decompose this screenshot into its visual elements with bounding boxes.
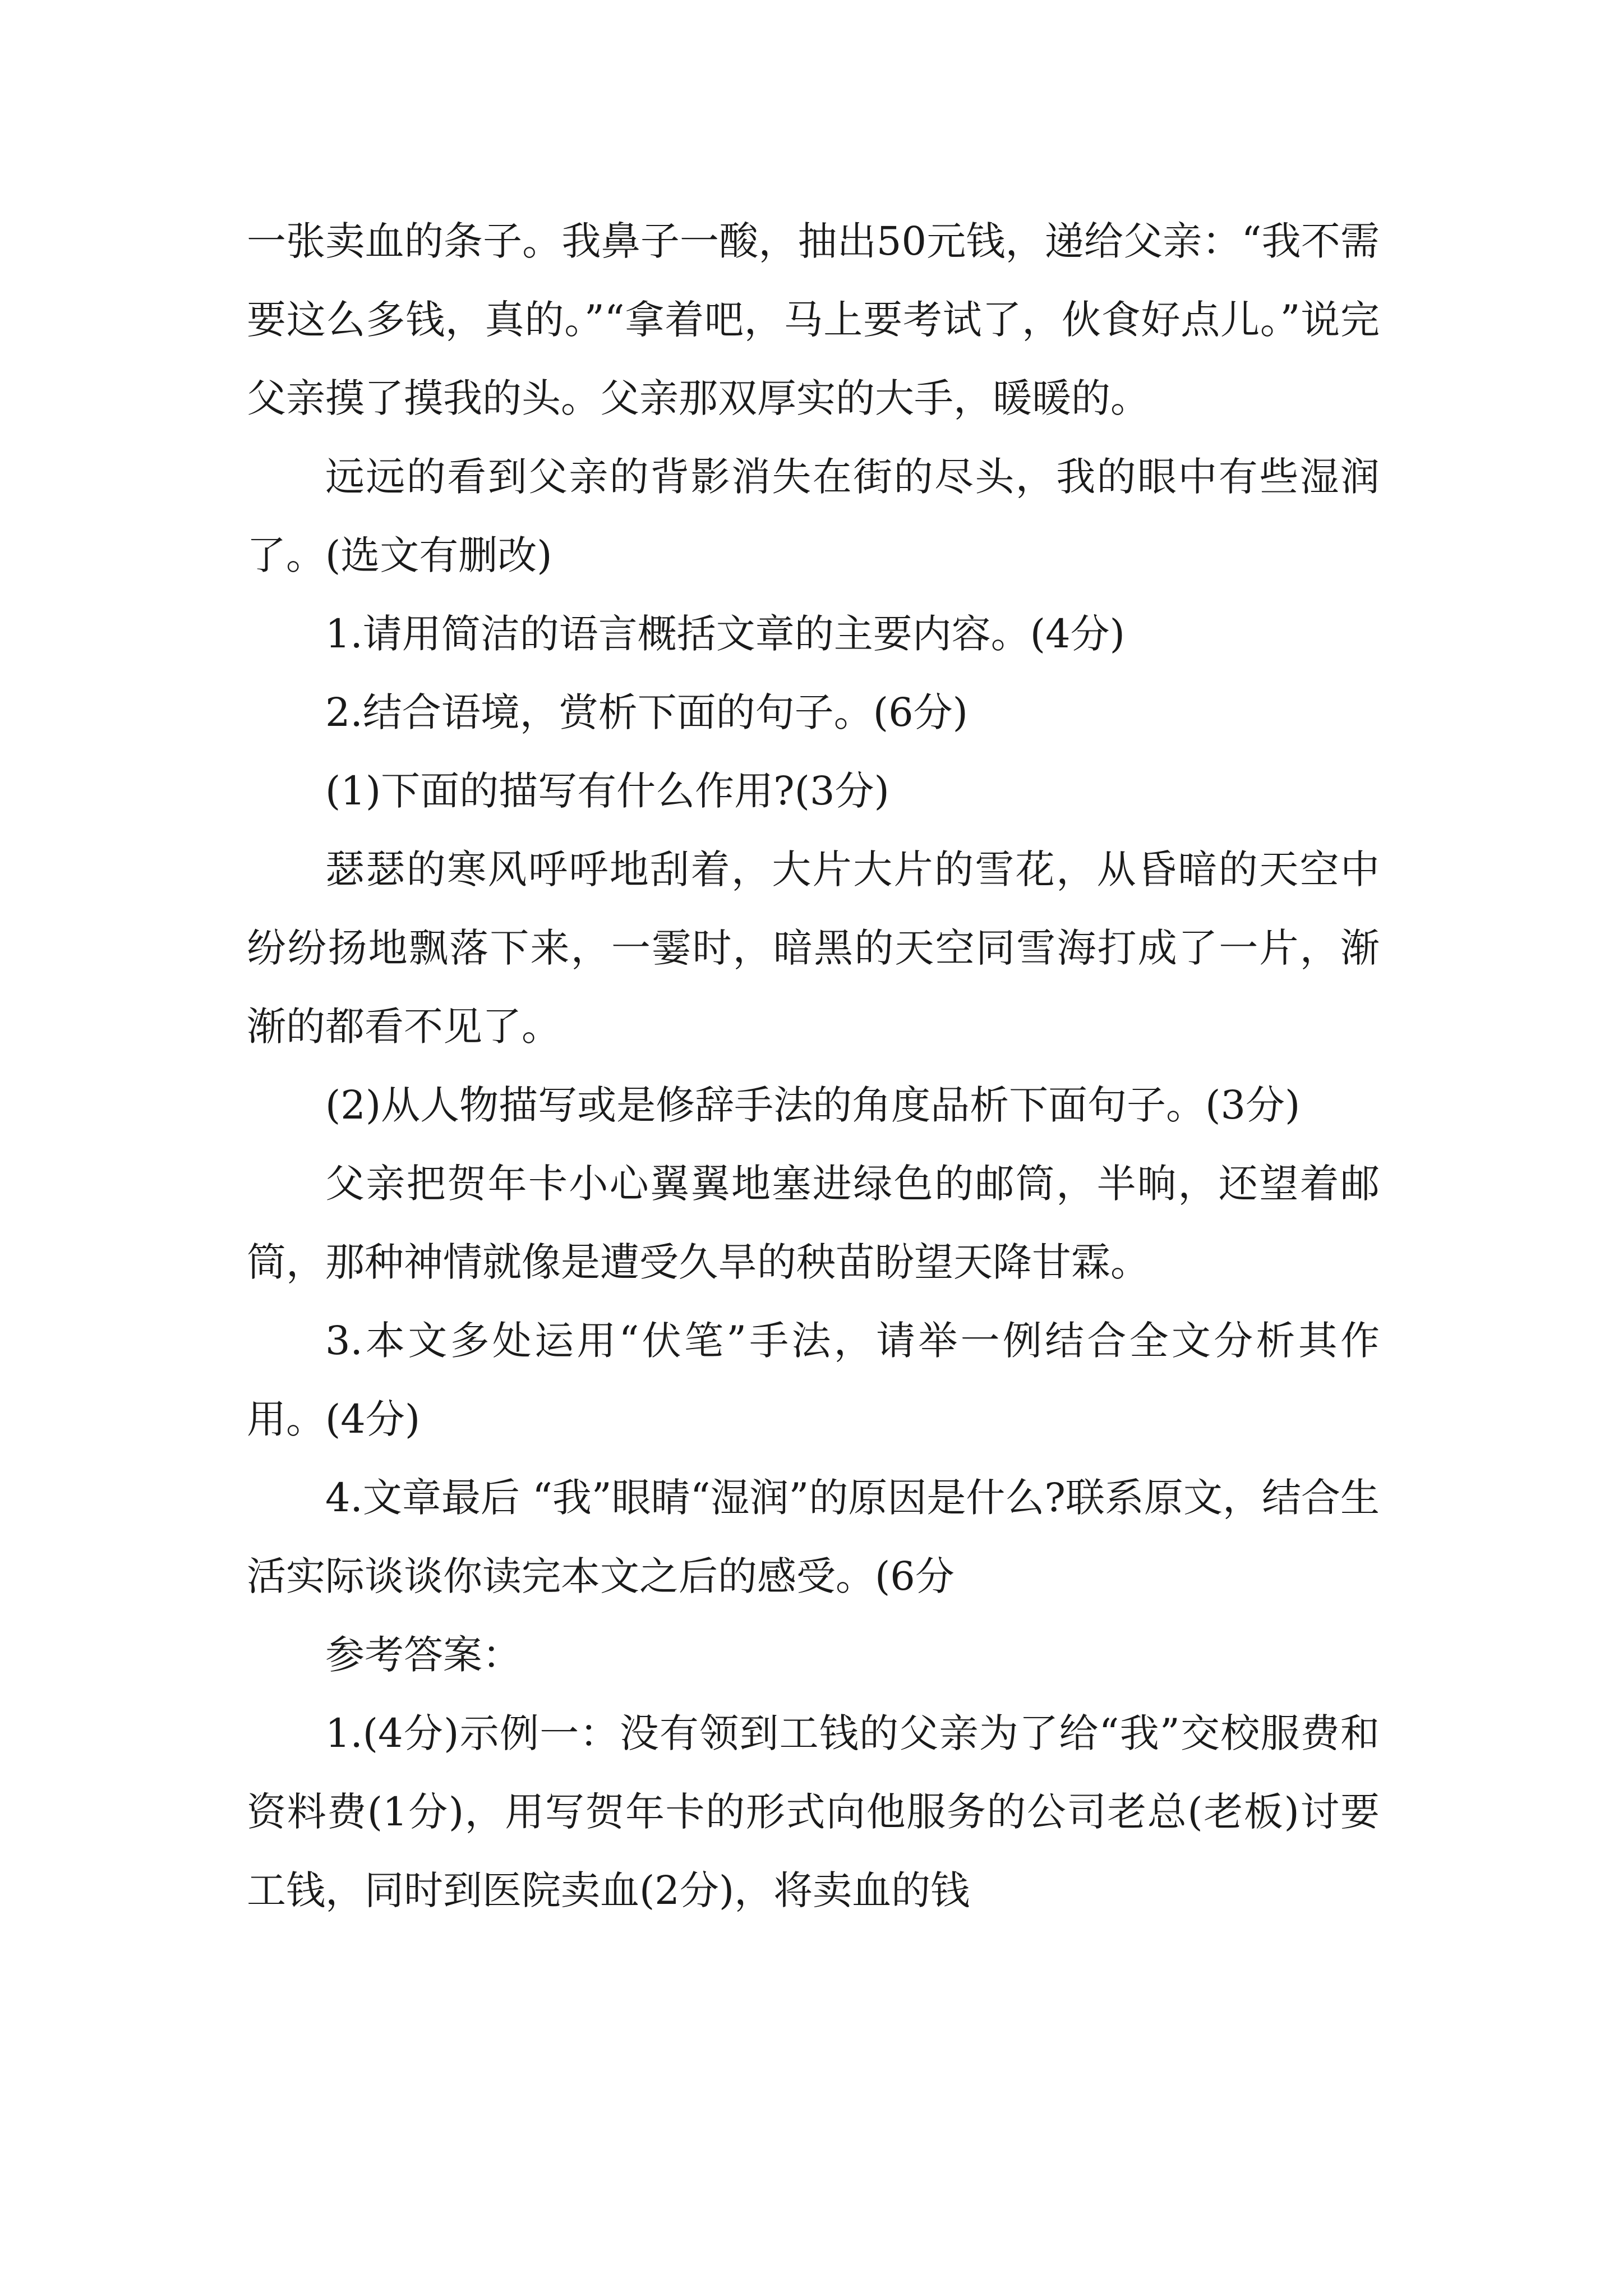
- question-1: 1.请用简洁的语言概括文章的主要内容。(4分): [325, 611, 1125, 657]
- answer-heading: 参考答案：: [325, 1632, 522, 1678]
- paragraph-story-closing: 远远的看到父亲的背影消失在街的尽头，我的眼中有些湿润了。(选文有删改): [247, 454, 1380, 578]
- question-2-part-2: (2)从人物描写或是修辞手法的角度品析下面句子。(3分): [325, 1082, 1301, 1128]
- question-4: 4.文章最后 “我”眼睛“湿润”的原因是什么?联系原文，结合生活实际谈谈你读完本文之后的感受。(6分: [247, 1475, 1380, 1599]
- paragraph-story-ending: 一张卖血的条子。我鼻子一酸，抽出50元钱，递给父亲：“我不需要这么多钱，真的。”“拿着吧，马上要考试了，伙食好点儿。”说完父亲摸了摸我的头。父亲那双厚实的大手，暖暖的。: [247, 218, 1380, 421]
- question-2: 2.结合语境，赏析下面的句子。(6分): [325, 689, 968, 735]
- answer-1: 1.(4分)示例一：没有领到工钱的父亲为了给“我”交校服费和资料费(1分)，用写贺年卡的形式向他服务的公司老总(老板)讨要工钱，同时到医院卖血(2分)，将卖血的钱: [247, 1710, 1380, 1913]
- document-body: [247, 202, 1380, 1930]
- question-3: 3.本文多处运用“伏笔”手法，请举一例结合全文分析其作用。(4分): [247, 1318, 1380, 1442]
- question-2-part-1: (1)下面的描写有什么作用?(3分): [325, 768, 889, 814]
- quoted-sentence-1: 瑟瑟的寒风呼呼地刮着，大片大片的雪花，从昏暗的天空中纷纷扬地飘落下来，一霎时，暗黑的天空同雪海打成了一片，渐渐的都看不见了。: [247, 846, 1380, 1050]
- quoted-sentence-2: 父亲把贺年卡小心翼翼地塞进绿色的邮筒，半晌，还望着邮筒，那种神情就像是遭受久旱的秧苗盼望天降甘霖。: [247, 1161, 1380, 1285]
